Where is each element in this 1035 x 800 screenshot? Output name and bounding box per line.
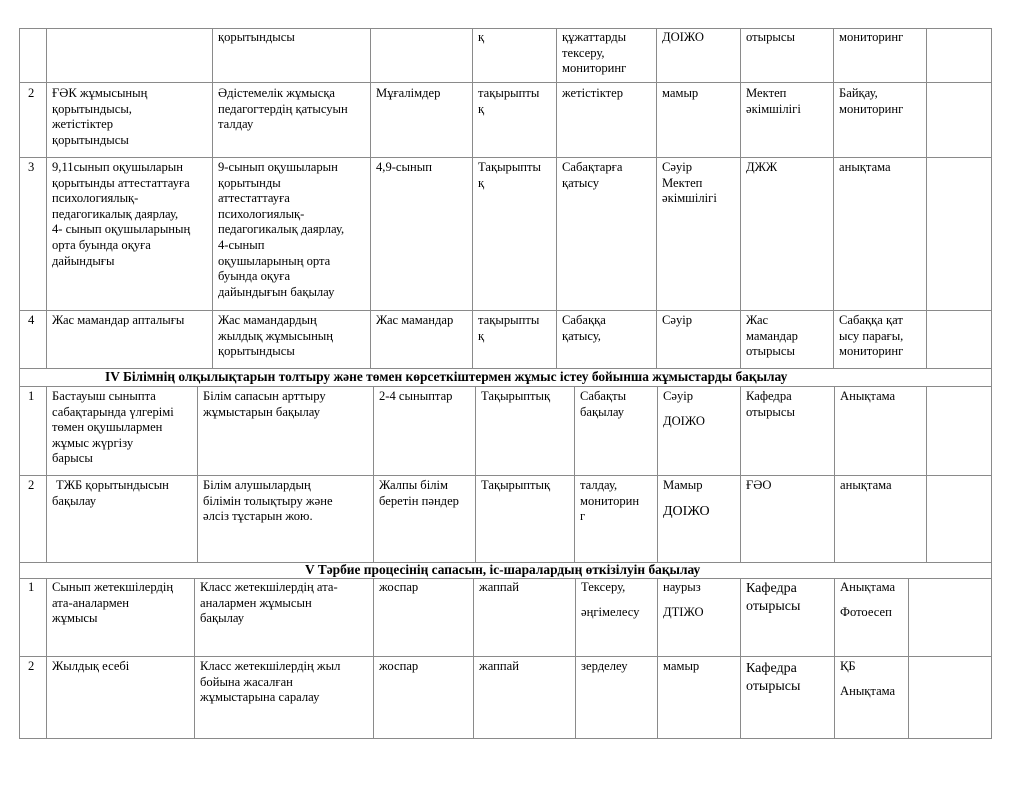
cell-line: 4- сынып оқушыларының: [52, 222, 191, 237]
cell-line: ДЖЖ: [746, 160, 778, 174]
cell-line: буында оқуға: [218, 269, 291, 284]
cell-line: қорытынды: [218, 175, 281, 190]
cell-line: Класс жетекшілердің ата-: [200, 580, 338, 594]
cell-line: тексеру,: [562, 45, 605, 60]
cell-line: ысу парағы,: [839, 328, 904, 343]
cell-line: Тақырыптық: [481, 478, 551, 492]
cell-line: барысы: [52, 451, 93, 466]
cell-line: Кафедра: [746, 661, 797, 676]
cell-line: әкімшілігі: [662, 191, 717, 206]
cell-line: отырысы: [746, 404, 795, 419]
cell-line: дайындығы: [52, 253, 115, 268]
cell-line: ҚБ: [840, 659, 856, 673]
cell-line: Анықтама: [840, 684, 896, 698]
cell-line: отырысы: [746, 599, 801, 614]
cell-line: жаппай: [479, 580, 519, 594]
cell-line: отырысы: [746, 344, 795, 359]
cell-line: Білім сапасын арттыру: [203, 389, 326, 403]
cell-line: мамандар: [746, 328, 798, 343]
cell-line: мамыр: [663, 659, 700, 673]
cell-line: Мектеп: [746, 86, 787, 100]
cell-line: жаппай: [479, 659, 519, 673]
cell-line: Анықтама: [840, 389, 896, 403]
cell-line: Кафедра: [746, 389, 792, 403]
cell-line: тақырыпты: [478, 86, 540, 100]
cell-line: талдау,: [580, 478, 618, 492]
cell-line: анықтама: [840, 478, 892, 492]
cell-line: психологиялық-: [52, 191, 139, 206]
cell-line: мамыр: [662, 86, 699, 100]
cell-line: психологиялық-: [218, 206, 305, 221]
cell-line: 4-сынып: [218, 237, 265, 252]
row-number: 4: [28, 313, 35, 327]
cell-line: ҒӘК жұмысының: [52, 86, 148, 100]
cell-line: анықтама: [839, 160, 891, 174]
cell-line: қорытындысы,: [52, 101, 132, 116]
cell-line: жоспар: [379, 659, 419, 673]
row-number: 2: [28, 86, 35, 100]
cell-line: Жас мамандардың: [218, 313, 317, 327]
cell-line: 4,9-сынып: [376, 160, 432, 174]
cell-line: Жас: [746, 313, 769, 327]
cell-line: жұмыстарын бақылау: [203, 404, 321, 419]
cell-line: отырысы: [746, 679, 801, 694]
cell-line: зерделеу: [581, 659, 628, 673]
cell-line: бақылау: [200, 611, 245, 626]
cell-line: ҒӘО: [746, 478, 772, 492]
cell-line: 9-сынып оқушыларын: [218, 160, 338, 174]
cell-line: отырысы: [746, 30, 795, 44]
cell-line: Фотоесеп: [840, 605, 892, 619]
cell-line: ДОІЖО: [663, 504, 710, 519]
cell-line: ТЖБ қорытындысын: [56, 478, 169, 492]
cell-line: Класс жетекшілердің жыл: [200, 659, 341, 673]
cell-line: Тексеру,: [581, 580, 626, 594]
cell-line: аналармен жұмысын: [200, 595, 312, 610]
cell-line: мониторинг: [839, 101, 904, 116]
cell-line: әлсіз тұстарын жою.: [203, 509, 313, 524]
cell-line: білімін толықтыру және: [203, 493, 333, 508]
cell-line: төмен оқушылармен: [52, 420, 163, 435]
cell-line: Сабаққа: [562, 313, 606, 327]
cell-line: қатысу: [562, 175, 600, 190]
cell-line: Сәуір: [662, 160, 693, 174]
cell-line: Сабаққа қат: [839, 313, 903, 327]
cell-line: бақылау: [580, 404, 625, 419]
row-number: 2: [28, 478, 35, 492]
cell-line: қорытындысы: [52, 132, 129, 147]
cell-line: аттестаттауға: [218, 191, 290, 206]
cell-line: Сынып жетекшілердің: [52, 580, 174, 594]
cell-line: дайындығын бақылау: [218, 284, 335, 299]
cell-line: г: [580, 509, 586, 524]
cell-line: оқушыларының орта: [218, 253, 331, 268]
cell-line: Бастауыш сыныпта: [52, 389, 156, 403]
cell-line: қатысу,: [562, 328, 601, 343]
cell-line: орта буында оқуға: [52, 237, 151, 252]
cell-line: қ: [478, 30, 485, 44]
cell-line: тақырыпты: [478, 313, 540, 327]
cell-line: қ: [478, 175, 485, 190]
cell-line: жұмыстарына саралау: [200, 690, 320, 705]
cell-line: жұмыс жүргізу: [52, 435, 134, 450]
cell-line: жетістіктер: [52, 117, 114, 132]
cell-line: қорытындысы: [218, 30, 295, 44]
cell-line: әкімшілігі: [746, 101, 801, 116]
cell-line: сабақтарында үлгерімі: [52, 404, 174, 419]
row-number: 2: [28, 659, 35, 673]
cell-line: талдау: [218, 117, 254, 132]
cell-line: жұмысы: [52, 611, 98, 626]
cell-line: Мамыр: [663, 478, 703, 492]
cell-line: құжаттарды: [562, 30, 627, 44]
cell-line: Мектеп: [662, 175, 703, 190]
cell-line: жетістіктер: [562, 86, 624, 100]
cell-line: жылдық жұмысының: [218, 328, 334, 343]
row-number: 3: [28, 160, 35, 174]
cell-line: мониторинг: [562, 61, 627, 76]
cell-line: педагогикалық даярлау,: [218, 222, 345, 237]
row-number: 1: [28, 389, 35, 403]
cell-line: бойына жасалған: [200, 674, 293, 689]
cell-line: ДОІЖО: [663, 414, 705, 428]
cell-line: 9,11сынып оқушыларын: [52, 160, 183, 174]
cell-line: беретін пәндер: [379, 493, 459, 508]
cell-line: Мұғалімдер: [376, 86, 441, 100]
cell-line: педагогтердің қатысуын: [218, 101, 348, 116]
cell-line: әңгімелесу: [581, 605, 640, 619]
cell-line: мониторинг: [839, 344, 904, 359]
cell-line: Кафедра: [746, 581, 797, 596]
cell-line: қ: [478, 101, 485, 116]
cell-line: 2-4 сыныптар: [379, 389, 453, 403]
cell-line: мониторин: [580, 493, 640, 508]
cell-line: Сабақты: [580, 389, 627, 403]
cell-line: Жас мамандар: [376, 313, 454, 327]
section-heading-5: V Тәрбие процесінің сапасын, іс-шаралардың өткізілуін бақылау: [305, 562, 701, 577]
cell-line: Жас мамандар апталығы: [52, 313, 185, 327]
row-number: 1: [28, 580, 35, 594]
cell-line: Әдістемелік жұмысқа: [218, 86, 336, 100]
cell-line: Жалпы білім: [379, 478, 448, 492]
cell-line: қорытынды аттестаттауға: [52, 175, 190, 190]
cell-line: Сәуір: [662, 313, 693, 327]
cell-line: қ: [478, 328, 485, 343]
cell-line: мониторинг: [839, 30, 904, 44]
cell-line: Тақырыптық: [481, 389, 551, 403]
cell-line: Сәуір: [663, 389, 694, 403]
cell-line: Анықтама: [840, 580, 896, 594]
cell-line: Сабақтарға: [562, 160, 623, 174]
cell-line: ДТІЖО: [663, 605, 704, 619]
cell-line: ата-аналармен: [52, 595, 130, 610]
cell-line: Білім алушылардың: [203, 478, 311, 492]
cell-line: бақылау: [52, 493, 97, 508]
cell-line: Байқау,: [839, 86, 878, 100]
cell-line: ДОІЖО: [662, 30, 704, 44]
section-heading-4: IV Білімнің олқылықтарын толтыру және төмен көрсеткіштермен жұмыс істеу бойынша жұмыстарды бақылау: [105, 369, 788, 384]
cell-line: жоспар: [379, 580, 419, 594]
cell-line: педагогикалық даярлау,: [52, 206, 179, 221]
cell-line: Тақырыпты: [478, 160, 542, 174]
cell-line: наурыз: [663, 580, 701, 594]
cell-line: Жылдық есебі: [52, 659, 130, 673]
cell-line: қорытындысы: [218, 344, 295, 359]
